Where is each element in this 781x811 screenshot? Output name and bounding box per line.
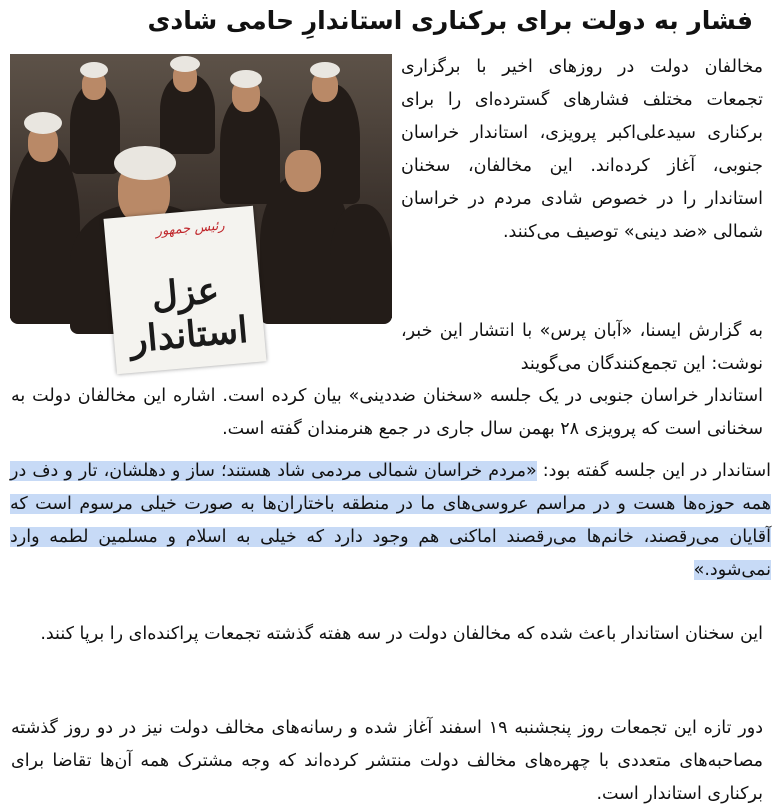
- highlighted-quote: «مردم خراسان شمالی مردمی شاد هستند؛ ساز و دهلشان، تار و دف در همه حوزه‌ها هست و در مراسم عروسی‌های ما در منطقه باختاران‌ها به صورت خیلی مرسوم است که آقایان می‌رقصند، خانم‌ها می‌رقصند اماکنی هم وجود دارد که خیلی به اسلام و مسلمین لطمه وارد نمی‌شود.»: [10, 461, 771, 580]
- article-title: فشار به دولت برای برکناری استاندارِ حامی شادی: [147, 6, 753, 35]
- paragraph-report-start: به گزارش ایسنا، «آبان پرس» با انتشار این خبر، نوشت: این تجمع‌کنندگان می‌گویند: [401, 321, 763, 374]
- paragraph-quote: [10, 455, 771, 587]
- paragraph-consequence: این سخنان استاندار باعث شده که مخالفان دولت در سه هفته گذشته تجمعات پراکنده‌ای را برپا کنند.: [40, 624, 763, 644]
- protest-placard: [103, 206, 266, 374]
- quote-lead: استاندار در این جلسه گفته بود:: [536, 461, 771, 481]
- turban: [230, 70, 262, 88]
- crowd-figure: [330, 204, 392, 324]
- turban: [170, 56, 200, 72]
- paragraph-report-continued: استاندار خراسان جنوبی در یک جلسه «سخنان ضددینی» بیان کرده است. اشاره این مخالفان دولت به سخنانی است که پرویزی ۲۸ بهمن سال جاری در جمع هنرمندان گفته است.: [11, 386, 763, 439]
- crowd-face: [285, 150, 321, 192]
- turban: [310, 62, 340, 78]
- paragraph-intro: مخالفان دولت در روزهای اخیر با برگزاری تجمعات مختلف فشارهای گسترده‌ای را برای برکناری سیدعلی‌اکبر پرویزی، استاندار خراسان جنوبی، آغاز کرده‌اند. این مخالفان، سخنان استاندار را در خصوص شادی مردم در خراسان شمالی «ضد دینی» توصیف می‌کنند.: [401, 57, 763, 242]
- placard-small-text: رئیس جمهور: [155, 218, 226, 240]
- placard-main-text: عزل استاندار: [128, 269, 250, 361]
- cleric-turban: [114, 146, 176, 180]
- paragraph-new-round: دور تازه این تجمعات روز پنجشنبه ۱۹ اسفند آغاز شده و رسانه‌های مخالف دولت نیز در دو روز گذشته مصاحبه‌های متعددی با چهره‌های مخالف دولت منتشر کرده‌اند که وجه مشترک همه آن‌ها تقاضا برای برکناری استاندار است.: [11, 718, 763, 804]
- turban: [24, 112, 62, 134]
- turban: [80, 62, 108, 78]
- protest-photo: [10, 54, 392, 361]
